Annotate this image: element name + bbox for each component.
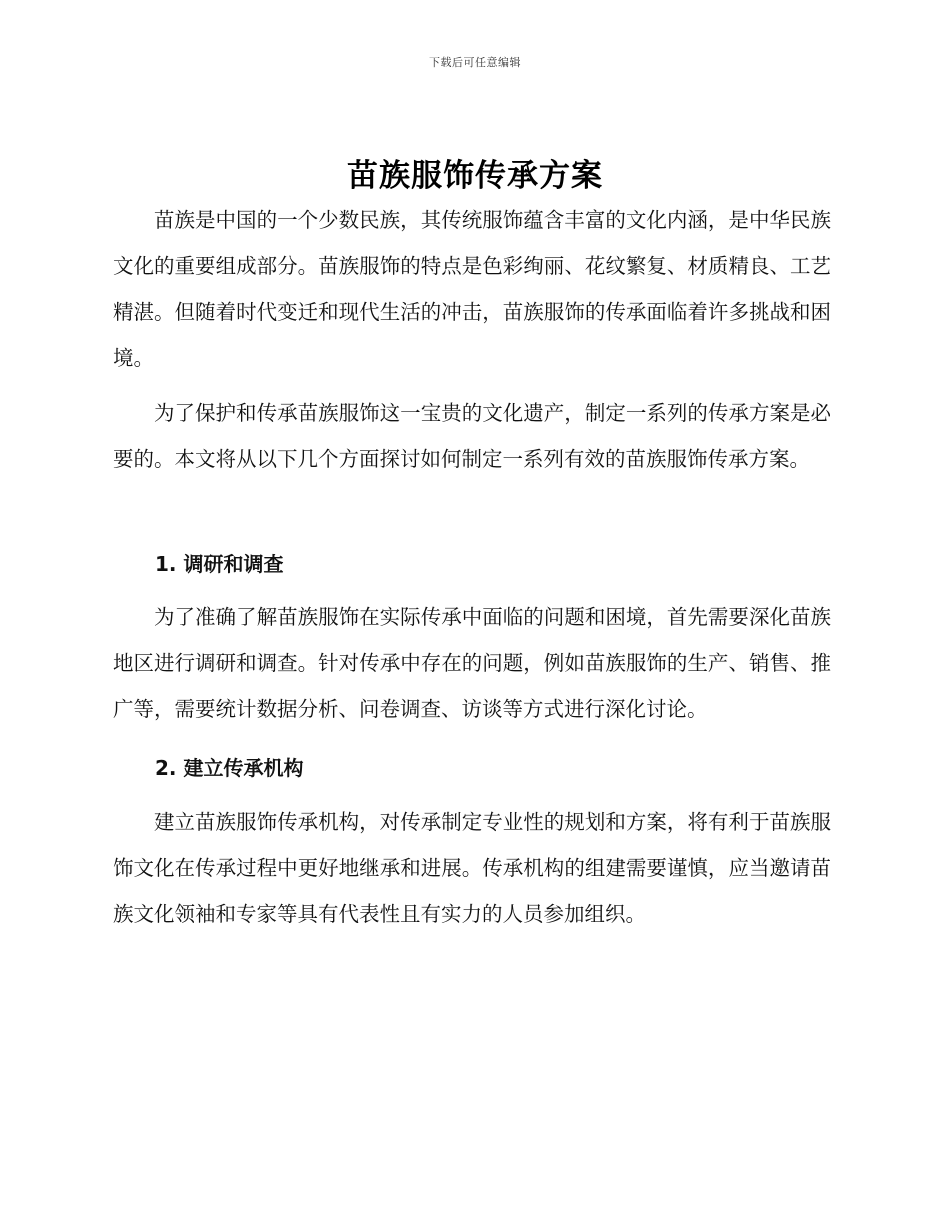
paragraph-research: 为了准确了解苗族服饰在实际传承中面临的问题和困境，首先需要深化苗族地区进行调研和调查。针对传承中存在的问题，例如苗族服饰的生产、销售、推广等，需要统计数据分析、问卷调查、访谈等方式进行深化讨论。 bbox=[113, 605, 831, 721]
header-note: 下载后可任意编辑 bbox=[429, 56, 521, 69]
page-title: 苗族服饰传承方案 bbox=[347, 158, 603, 194]
section-heading-institution: 2. 建立传承机构 bbox=[155, 756, 304, 780]
paragraph-institution: 建立苗族服饰传承机构，对传承制定专业性的规划和方案，将有利于苗族服饰文化在传承过程中更好地继承和进展。传承机构的组建需要谨慎，应当邀请苗族文化领袖和专家等具有代表性且有实力的人员参加组织。 bbox=[113, 810, 831, 926]
paragraph-intro: 苗族是中国的一个少数民族，其传统服饰蕴含丰富的文化内涵，是中华民族文化的重要组成部分。苗族服饰的特点是色彩绚丽、花纹繁复、材质精良、工艺精湛。但随着时代变迁和现代生活的冲击，苗族服饰的传承面临着许多挑战和困境。 bbox=[113, 208, 831, 370]
section-heading-research: 1. 调研和调查 bbox=[155, 552, 284, 576]
paragraph-purpose: 为了保护和传承苗族服饰这一宝贵的文化遗产，制定一系列的传承方案是必要的。本文将从以下几个方面探讨如何制定一系列有效的苗族服饰传承方案。 bbox=[113, 401, 831, 471]
